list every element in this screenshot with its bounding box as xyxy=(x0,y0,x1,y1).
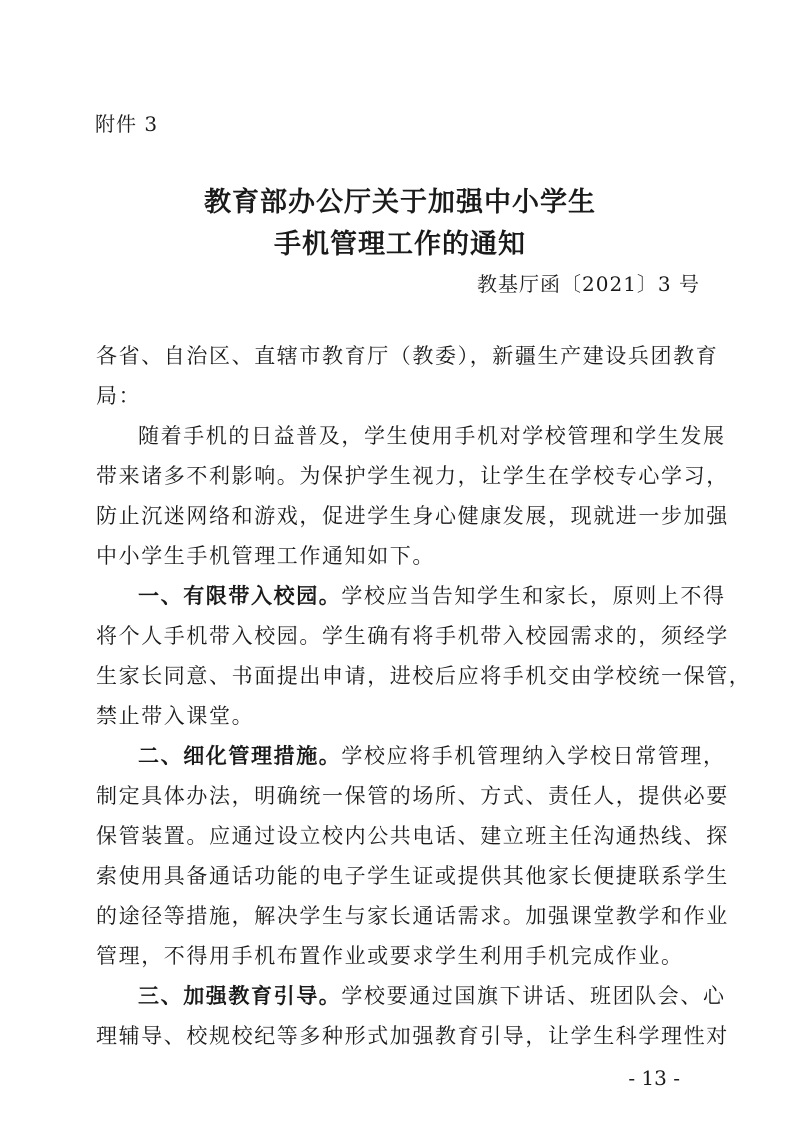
attachment-label: 附件 3 xyxy=(95,112,159,136)
body-line xyxy=(96,540,706,570)
body-line-text: 理辅导、校规校纪等多种形式加强教育引导，让学生科学理性对 xyxy=(96,1024,729,1048)
body-line xyxy=(96,660,752,690)
body-line xyxy=(96,460,729,490)
body-line xyxy=(96,940,706,970)
body-line xyxy=(96,620,729,650)
body-line-text: 各省、自治区、直辖市教育厅（教委），新疆生产建设兵团教育 xyxy=(96,344,719,368)
body-line-text: 将个人手机带入校园。学生确有将手机带入校园需求的，须经学 xyxy=(96,624,729,648)
body-line-text: 管理，不得用手机布置作业或要求学生利用手机完成作业。 xyxy=(96,944,684,968)
section-heading: 三、加强教育引导。 xyxy=(138,983,342,1008)
body-line xyxy=(138,420,726,450)
body-line xyxy=(96,700,706,730)
body-line xyxy=(96,820,729,850)
body-line-text: 禁止带入课堂。 xyxy=(96,704,255,728)
body-line xyxy=(96,860,729,890)
body-line xyxy=(96,340,719,370)
body-line-text: 局： xyxy=(96,384,142,408)
body-line xyxy=(138,740,726,770)
body-line-text: 生家长同意、书面提出申请，进校后应将手机交由学校统一保管， xyxy=(96,664,752,688)
body-line-text: 学校要通过国旗下讲话、班团队会、心 xyxy=(341,984,726,1008)
body-line xyxy=(138,980,726,1010)
body-line-text: 带来诸多不利影响。为保护学生视力，让学生在学校专心学习， xyxy=(96,464,729,488)
body-line-text: 学校应当告知学生和家长，原则上不得 xyxy=(341,584,726,608)
document-title-line-1: 教育部办公厅关于加强中小学生 xyxy=(204,187,596,218)
body-line xyxy=(96,500,729,530)
body-line-text: 防止沉迷网络和游戏，促进学生身心健康发展，现就进一步加强 xyxy=(96,504,729,528)
body-line-text: 中小学生手机管理工作通知如下。 xyxy=(96,544,435,568)
body-line xyxy=(96,1020,729,1050)
document-title-line-2: 手机管理工作的通知 xyxy=(274,229,526,260)
document-number: 教基厅函〔2021〕3 号 xyxy=(477,272,700,296)
section-heading: 二、细化管理措施。 xyxy=(138,743,342,768)
body-line xyxy=(96,900,729,930)
page-number: - 13 - xyxy=(628,1066,680,1090)
body-line-text: 索使用具备通话功能的电子学生证或提供其他家长便捷联系学生 xyxy=(96,864,729,888)
section-heading: 一、有限带入校园。 xyxy=(138,583,342,608)
body-line xyxy=(96,780,729,810)
body-line xyxy=(138,580,726,610)
body-line-text: 制定具体办法，明确统一保管的场所、方式、责任人，提供必要 xyxy=(96,784,729,808)
body-line-text: 随着手机的日益普及，学生使用手机对学校管理和学生发展 xyxy=(138,424,726,448)
body-line-text: 的途径等措施，解决学生与家长通话需求。加强课堂教学和作业 xyxy=(96,904,729,928)
body-line xyxy=(96,380,706,410)
body-line-text: 保管装置。应通过设立校内公共电话、建立班主任沟通热线、探 xyxy=(96,824,729,848)
body-line-text: 学校应将手机管理纳入学校日常管理， xyxy=(341,744,726,768)
